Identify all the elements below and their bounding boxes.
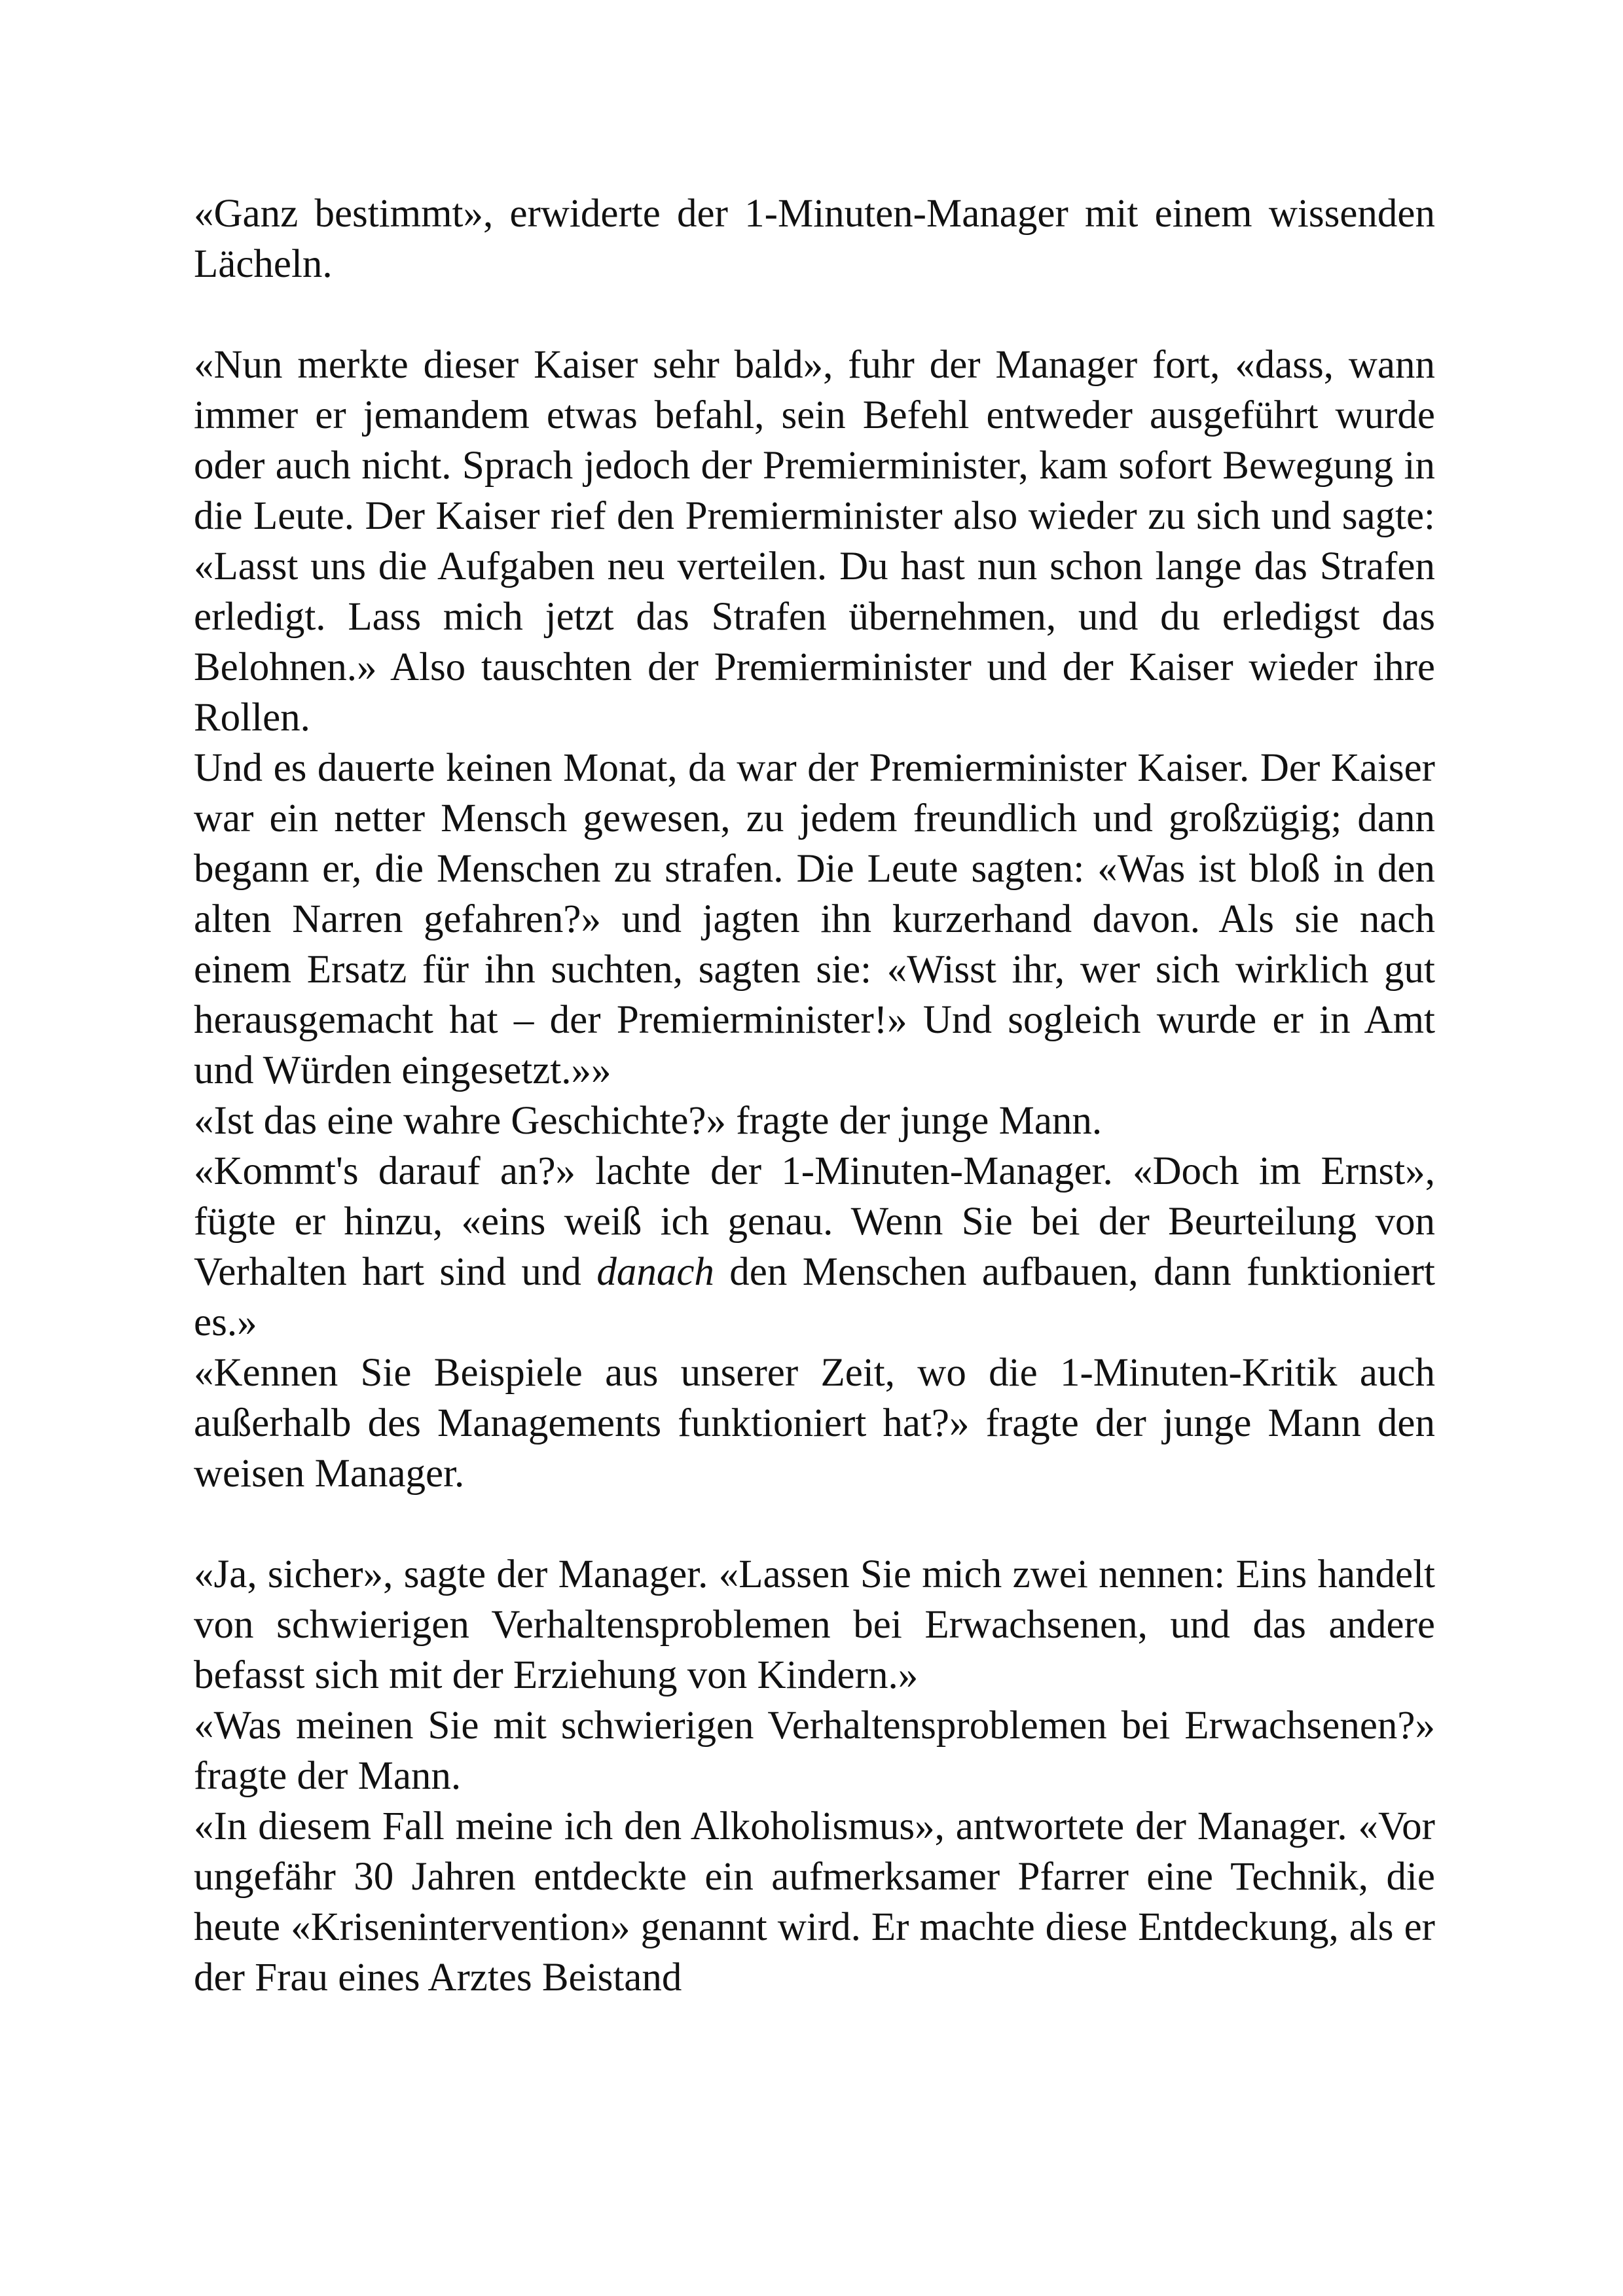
paragraph-7: [194, 1549, 1435, 1700]
paragraph-text: «Kommt's darauf an?» lachte der 1-Minuten-Manager. «Doch im Ernst», fügte er hinzu, «eins weiß ich genau. Wenn Sie bei der Beurteilung von Verhalten hart sind und: [194, 1149, 1435, 1294]
emphasis-text: danach: [596, 1250, 714, 1294]
paragraph-spacer: [194, 289, 1435, 340]
paragraph-text: «Kennen Sie Beispiele aus unserer Zeit, wo die 1-Minuten-Kritik auch außerhalb des Managements funktioniert hat?» fragte der junge Mann den weisen Manager.: [194, 1351, 1435, 1496]
paragraph-6: [194, 1348, 1435, 1499]
paragraph-text: «Nun merkte dieser Kaiser sehr bald», fuhr der Manager fort, «dass, wann immer er jemandem etwas befahl, sein Befehl entweder ausgeführt wurde oder auch nicht. Sprach jedoch der Premierminister, kam sofort Bewegung in die Leute. Der Kaiser rief den Premierminister also wieder zu sich und sagte: «Lasst uns die Aufgaben neu verteilen. Du hast nun schon lange das Strafen erledigt. Lass mich jetzt das Strafen übernehmen, und du erledigst das Belohnen.» Also tauschten der Premierminister und der Kaiser wieder ihre Rollen.: [194, 343, 1435, 740]
body-text: [194, 188, 1435, 2003]
paragraph-text: Und es dauerte keinen Monat, da war der Premierminister Kaiser. Der Kaiser war ein netter Mensch gewesen, zu jedem freundlich und großzügig; dann begann er, die Menschen zu strafen. Die Leute sagten: «Was ist bloß in den alten Narren gefahren?» und jagten ihn kurzerhand davon. Als sie nach einem Ersatz für ihn suchten, sagten sie: «Wisst ihr, wer sich wirklich gut herausgemacht hat – der Premierminister!» Und sogleich wurde er in Amt und Würden eingesetzt.»»: [194, 746, 1435, 1092]
paragraph-5: [194, 1146, 1435, 1348]
paragraph-9: [194, 1801, 1435, 2003]
paragraph-1: [194, 188, 1435, 289]
paragraph-2: [194, 340, 1435, 743]
paragraph-3: [194, 743, 1435, 1096]
paragraph-text: «In diesem Fall meine ich den Alkoholismus», antwortete der Manager. «Vor ungefähr 30 Jahren entdeckte ein aufmerksamer Pfarrer eine Technik, die heute «Krisenintervention» genannt wird. Er machte diese Entdeckung, als er der Frau eines Arztes Beistand: [194, 1804, 1435, 2000]
paragraph-text: «Ganz bestimmt», erwiderte der 1-Minuten-Manager mit einem wissenden Lächeln.: [194, 192, 1435, 286]
paragraph-text: «Was meinen Sie mit schwierigen Verhaltensproblemen bei Erwachsenen?» fragte der Mann.: [194, 1704, 1435, 1798]
paragraph-text: den Menschen aufbauen, dann funktioniert es.»: [194, 1250, 1435, 1344]
paragraph-text: «Ja, sicher», sagte der Manager. «Lassen Sie mich zwei nennen: Eins handelt von schwierigen Verhaltensproblemen bei Erwachsenen, und das andere befasst sich mit der Erziehung von Kindern.»: [194, 1552, 1435, 1697]
paragraph-text: «Ist das eine wahre Geschichte?» fragte der junge Mann.: [194, 1099, 1103, 1143]
paragraph-8: [194, 1700, 1435, 1801]
paragraph-spacer: [194, 1499, 1435, 1549]
paragraph-4: [194, 1096, 1435, 1146]
